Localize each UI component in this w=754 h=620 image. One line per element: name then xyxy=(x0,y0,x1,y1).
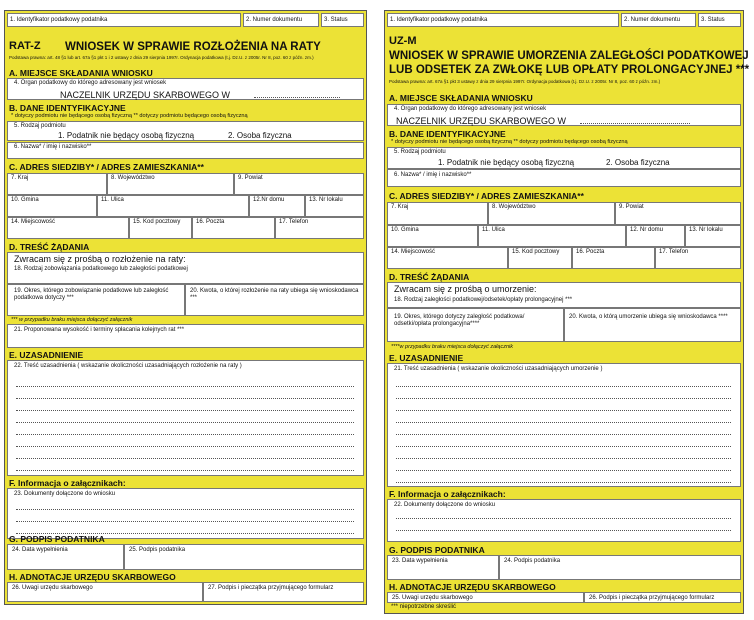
section-b-title: B. DANE IDENTYFIKACYJNE xyxy=(9,103,126,113)
country-field[interactable] xyxy=(387,202,488,225)
section-h-title: H. ADNOTACJE URZĘDU SKARBOWEGO xyxy=(389,582,556,592)
section-c-title: C. ADRES SIEDZIBY* / ADRES ZAMIESZKANIA** xyxy=(389,191,584,201)
arrears-type-label: 18. Rodzaj zaległości podatkowej/odsetek/opłaty prolongacyjnej *** xyxy=(394,297,573,303)
postal-code-label: 15. Kod pocztowy xyxy=(133,219,181,225)
county-field[interactable] xyxy=(234,173,364,195)
form-title: WNIOSEK W SPRAWIE ROZŁOŻENIA NA RATY xyxy=(65,41,321,53)
period-label: 19. Okres, którego dotyczy zaległość podatkowa/ odsetki/opłata prolongacyjna**** xyxy=(394,314,525,327)
entity-type-label: 5. Rodzaj podmiotu xyxy=(14,123,66,129)
line xyxy=(396,482,731,483)
taxpayer-signature-label: 25. Podpis podatnika xyxy=(129,547,186,553)
legal-basis: Podstawa prawna: art. 48 §1 lub art. 67a §1 pkt 1 i 2 ustawy z dnia 29 sierpnia 1997r. Ordynacja podatkowa (t.j. Dz.U. z 2005r. Nr 8, poz. 60 z późn. zm.) xyxy=(9,55,314,60)
line xyxy=(396,434,731,435)
line xyxy=(16,386,354,387)
county-label: 9. Powiat xyxy=(238,175,263,181)
period-field[interactable] xyxy=(7,284,185,316)
phone-label: 17. Telefon xyxy=(659,249,689,255)
justification-field[interactable] xyxy=(387,363,741,487)
tax-office-value: NACZELNIK URZĘDU SKARBOWEGO W xyxy=(60,90,231,100)
fill-date-label: 23. Data wypełnienia xyxy=(392,558,448,564)
section-d-title: D. TREŚĆ ŻĄDANIA xyxy=(9,242,90,252)
line xyxy=(396,518,731,519)
status-field[interactable] xyxy=(698,13,741,27)
apartment-number-field[interactable] xyxy=(305,195,364,217)
phone-field[interactable] xyxy=(275,217,364,239)
fill-date-label: 24. Data wypełnienia xyxy=(12,547,68,553)
document-number-field[interactable] xyxy=(243,13,319,27)
phone-label: 17. Telefon xyxy=(279,219,309,225)
installments-field[interactable] xyxy=(7,324,364,348)
postal-code-field[interactable] xyxy=(129,217,192,239)
line xyxy=(16,470,354,471)
city-field[interactable] xyxy=(7,217,129,239)
fill-date-field[interactable] xyxy=(7,544,124,570)
taxpayer-id-label: 1. Identyfikator podatkowy podatnika xyxy=(10,17,108,23)
office-stamp-field[interactable] xyxy=(584,592,741,603)
tax-office-field[interactable] xyxy=(387,104,741,126)
section-d-title: D. TREŚĆ ŻĄDANIA xyxy=(389,272,470,282)
status-field[interactable] xyxy=(321,13,364,27)
section-e-title: E. UZASADNIENIE xyxy=(9,350,84,360)
office-stamp-field[interactable] xyxy=(203,582,364,602)
street-label: 11. Ulica xyxy=(101,197,124,203)
apartment-number-label: 13. Nr lokalu xyxy=(689,227,723,233)
office-remarks-label: 25. Uwagi urzędu skarbowego xyxy=(392,595,473,601)
office-remarks-label: 26. Uwagi urzędu skarbowego xyxy=(12,585,93,591)
request-text: Zwracam się z prośbą o rozłożenie na raty: xyxy=(14,254,186,264)
house-number-field[interactable] xyxy=(249,195,305,217)
period-label: 19. Okres, którego zobowiązanie podatkowe lub zaległość podatkowa dotyczy *** xyxy=(14,288,169,301)
street-field[interactable] xyxy=(478,225,626,247)
form-code: RAT-Z xyxy=(9,40,41,52)
line xyxy=(396,530,731,531)
phone-field[interactable] xyxy=(655,247,741,269)
justification-label: 21. Treść uzasadnienia ( wskazanie okoliczności uzasadniających umorzenie ) xyxy=(394,366,603,372)
tax-office-field[interactable] xyxy=(7,78,364,100)
house-number-field[interactable] xyxy=(626,225,685,247)
taxpayer-id-field[interactable] xyxy=(387,13,619,27)
line xyxy=(16,458,354,459)
attachments-field[interactable] xyxy=(387,499,741,542)
attachments-label: 22. Dokumenty dołączone do wniosku xyxy=(394,502,496,508)
entity-type-field[interactable] xyxy=(7,121,364,141)
section-f-title: F. Informacja o załącznikach: xyxy=(389,489,506,499)
taxpayer-id-field[interactable] xyxy=(7,13,241,27)
section-g-title: G. PODPIS PODATNIKA xyxy=(9,534,105,544)
postal-code-label: 15. Kod pocztowy xyxy=(512,249,560,255)
taxpayer-signature-field[interactable] xyxy=(499,555,741,580)
obligation-type-field[interactable] xyxy=(7,252,364,284)
form-title-line2: LUB ODSETEK ZA ZWŁOKĘ LUB OPŁATY PROLONGACYJNEJ *** xyxy=(389,64,750,76)
municipality-field[interactable] xyxy=(387,225,478,247)
amount-label: 20. Kwota, o którą umorzenie ubiega się wnioskodawca **** xyxy=(569,314,728,320)
amount-field[interactable] xyxy=(185,284,364,316)
city-label: 14. Miejscowość xyxy=(391,249,436,255)
tax-office-value: NACZELNIK URZĘDU SKARBOWEGO W xyxy=(396,116,567,126)
tax-office-dots xyxy=(254,97,340,98)
postal-code-field[interactable] xyxy=(508,247,572,269)
country-label: 7. Kraj xyxy=(11,175,29,181)
period-field[interactable] xyxy=(387,308,564,342)
province-field[interactable] xyxy=(107,173,234,195)
country-label: 7. Kraj xyxy=(391,204,409,210)
line xyxy=(396,386,731,387)
section-a-title: A. MIEJSCE SKŁADANIA WNIOSKU xyxy=(389,93,533,103)
line xyxy=(16,434,354,435)
legal-basis: Podstawa prawna: art. 67a §1 pkt 3 ustawy z dnia 29 sierpnia 1997r. Ordynacja podatkowa (t.j. Dz.U. z 2005r. Nr 8, poz. 60 z późn. zm.) xyxy=(389,79,661,84)
section-b-note: * dotyczy podmiotu nie będącego osobą fizyczną ** dotyczy podmiotu będącego osobą fizyczną xyxy=(391,139,628,145)
form-title-line1: WNIOSEK W SPRAWIE UMORZENIA ZALEGŁOŚCI PODATKOWEJ xyxy=(389,50,749,62)
county-field[interactable] xyxy=(615,202,741,225)
house-number-label: 12.Nr domu xyxy=(253,197,285,203)
province-label: 8. Województwo xyxy=(492,204,536,210)
line xyxy=(396,470,731,471)
street-field[interactable] xyxy=(97,195,249,217)
section-g-title: G. PODPIS PODATNIKA xyxy=(389,545,485,555)
name-field[interactable] xyxy=(7,142,364,159)
municipality-field[interactable] xyxy=(7,195,97,217)
status-label: 3. Status xyxy=(324,17,348,23)
installments-label: 21. Proponowana wysokość i terminy spłacania kolejnych rat *** xyxy=(14,327,185,333)
entity-option-1[interactable]: 1. Podatnik nie będący osobą fizyczną xyxy=(58,131,195,140)
line xyxy=(396,410,731,411)
post-office-label: 16. Poczta xyxy=(196,219,225,225)
request-text: Zwracam się z prośbą o umorzenie: xyxy=(394,284,537,294)
name-label: 6. Nazwa* / imię i nazwisko** xyxy=(394,172,472,178)
line xyxy=(16,410,354,411)
line xyxy=(16,521,354,522)
form-rat-z xyxy=(4,10,367,605)
arrears-type-field[interactable] xyxy=(387,282,741,308)
line xyxy=(16,398,354,399)
office-stamp-label: 27. Podpis i pieczątka przyjmującego formularz xyxy=(208,585,334,591)
house-number-label: 12. Nr domu xyxy=(630,227,664,233)
city-label: 14. Miejscowość xyxy=(11,219,56,225)
tax-office-label: 4. Organ podatkowy do którego adresowany jest wniosek xyxy=(14,80,167,86)
apartment-number-field[interactable] xyxy=(685,225,741,247)
post-office-field[interactable] xyxy=(572,247,655,269)
municipality-label: 10. Gmina xyxy=(391,227,419,233)
attachment-note: ****w przypadku braku miejsca dołączyć załącznik xyxy=(391,344,513,350)
attachments-label: 23. Dokumenty dołączone do wniosku xyxy=(14,491,116,497)
line xyxy=(16,422,354,423)
entity-option-2[interactable]: 2. Osoba fizyczna xyxy=(228,131,292,140)
tax-office-dots xyxy=(580,123,690,124)
office-stamp-label: 26. Podpis i pieczątka przyjmującego formularz xyxy=(589,595,715,601)
tax-office-label: 4. Organ podatkowy do którego adresowany jest wniosek xyxy=(394,106,547,112)
section-a-title: A. MIEJSCE SKŁADANIA WNIOSKU xyxy=(9,68,153,78)
attachment-note: *** w przypadku braku miejsca dołączyć załącznik xyxy=(11,317,133,323)
entity-type-label: 5. Rodzaj podmiotu xyxy=(394,149,446,155)
line xyxy=(396,398,731,399)
line xyxy=(396,458,731,459)
municipality-label: 10. Gmina xyxy=(11,197,39,203)
post-office-field[interactable] xyxy=(192,217,275,239)
province-label: 8. Województwo xyxy=(111,175,155,181)
taxpayer-id-label: 1. Identyfikator podatkowy podatnika xyxy=(390,17,488,23)
justification-field[interactable] xyxy=(7,360,364,476)
fill-date-field[interactable] xyxy=(387,555,499,580)
form-code: UZ-M xyxy=(389,35,417,47)
country-field[interactable] xyxy=(7,173,107,195)
entity-type-field[interactable] xyxy=(387,147,741,169)
line xyxy=(16,446,354,447)
office-remarks-field[interactable] xyxy=(387,592,584,603)
attachments-field[interactable] xyxy=(7,488,364,539)
document-number-label: 2. Numer dokumentu xyxy=(246,17,303,23)
taxpayer-signature-label: 24. Podpis podatnika xyxy=(504,558,561,564)
amount-label: 20. Kwota, o której rozłożenie na raty ubiega się wnioskodawca *** xyxy=(190,288,359,301)
entity-option-2[interactable]: 2. Osoba fizyczna xyxy=(606,158,670,167)
entity-option-1[interactable]: 1. Podatnik nie będący osobą fizyczną xyxy=(438,158,575,167)
obligation-type-label: 18. Rodzaj zobowiązania podatkowego lub zaległości podatkowej xyxy=(14,266,188,272)
section-h-title: H. ADNOTACJE URZĘDU SKARBOWEGO xyxy=(9,572,176,582)
city-field[interactable] xyxy=(387,247,508,269)
footnote: *** niepotrzebne skreślić xyxy=(391,604,457,610)
section-b-note: * dotyczy podmiotu nie będącego osobą fizyczną ** dotyczy podmiotu będącego osobą fizyczną xyxy=(11,113,248,119)
office-remarks-field[interactable] xyxy=(7,582,203,602)
name-field[interactable] xyxy=(387,169,741,187)
county-label: 9. Powiat xyxy=(619,204,644,210)
justification-label: 22. Treść uzasadnienia ( wskazanie okoliczności uzasadniających rozłożenie na raty ) xyxy=(14,363,242,369)
line xyxy=(396,446,731,447)
amount-field[interactable] xyxy=(564,308,741,342)
street-label: 11. Ulica xyxy=(482,227,505,233)
province-field[interactable] xyxy=(488,202,615,225)
document-number-label: 2. Numer dokumentu xyxy=(624,17,681,23)
section-f-title: F. Informacja o załącznikach: xyxy=(9,478,126,488)
form-uz-m xyxy=(384,10,750,614)
document-number-field[interactable] xyxy=(621,13,696,27)
line xyxy=(16,509,354,510)
taxpayer-signature-field[interactable] xyxy=(124,544,364,570)
status-label: 3. Status xyxy=(701,17,725,23)
name-label: 6. Nazwa* / imię i nazwisko** xyxy=(14,144,92,150)
section-b-title: B. DANE IDENTYFIKACYJNE xyxy=(389,129,506,139)
line xyxy=(396,422,731,423)
apartment-number-label: 13. Nr lokalu xyxy=(309,197,343,203)
post-office-label: 16. Poczta xyxy=(576,249,605,255)
section-c-title: C. ADRES SIEDZIBY* / ADRES ZAMIESZKANIA** xyxy=(9,162,204,172)
section-e-title: E. UZASADNIENIE xyxy=(389,353,464,363)
